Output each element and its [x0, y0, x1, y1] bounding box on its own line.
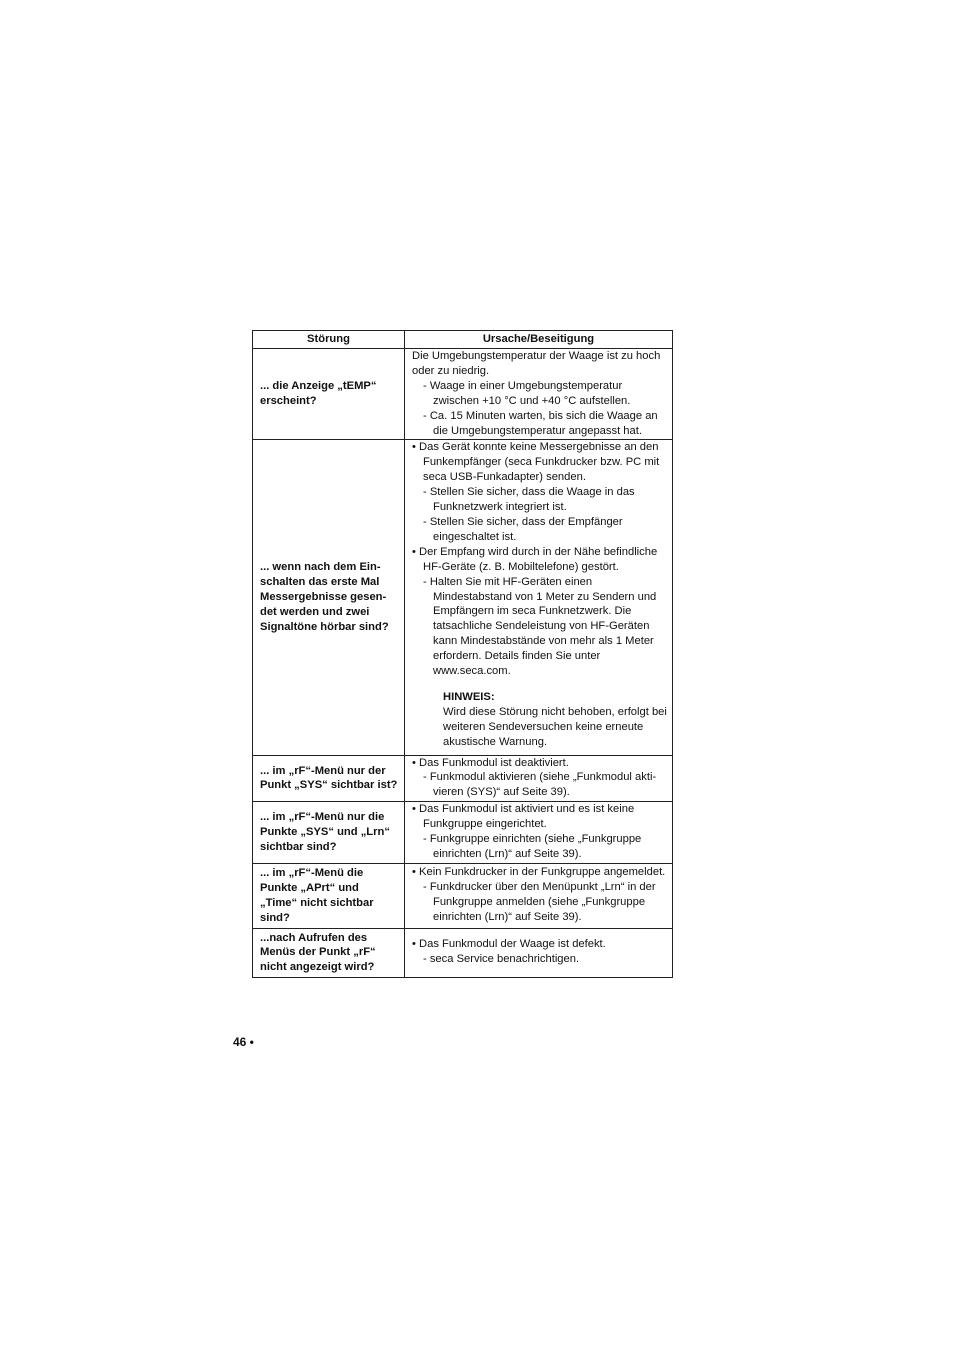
table-row: [253, 349, 673, 440]
table-header-row: [253, 331, 673, 349]
remedy-step: - Ca. 15 Minuten warten, bis sich die Waage an die Umgebungstemperatur angepasst hat.: [423, 409, 658, 437]
fault-cell: ... im „rF“-Menü nur der Punkt „SYS“ sichtbar ist?: [253, 755, 405, 802]
remedy-cell: [405, 440, 673, 755]
cause-bullet: • Das Gerät konnte keine Messergebnisse an den Funkempfänger (seca Funkdrucker bzw. PC mit seca USB-Funkadapter) senden.: [412, 441, 660, 484]
remedy-cell: [405, 349, 673, 440]
cause-text: Die Umgebungstemperatur der Waage ist zu hoch oder zu niedrig.: [412, 350, 661, 377]
remedy-step: - Stellen Sie sicher, dass der Empfänger eingeschaltet ist.: [423, 515, 623, 543]
page-number: 46 •: [233, 1035, 254, 1049]
fault-cell: ... im „rF“-Menü die Punkte „APrt“ und „Time“ nicht sichtbar sind?: [253, 863, 405, 928]
remedy-step: - Funkdrucker über den Menüpunkt „Lrn“ in der Funkgruppe anmelden (siehe „Funkgruppe einrichten (Lrn)“ auf Seite 39).: [423, 881, 656, 924]
table-row: [253, 928, 673, 978]
table-row: [253, 863, 673, 928]
fault-cell: ...nach Aufrufen des Menüs der Punkt „rF“ nicht angezeigt wird?: [253, 928, 405, 978]
note-text: Wird diese Störung nicht behoben, erfolgt bei weiteren Sendeversuchen keine erneute akustische Warnung.: [443, 705, 667, 748]
remedy-cell: [405, 863, 673, 928]
table-row: [253, 755, 673, 802]
fault-cell: ... im „rF“-Menü nur die Punkte „SYS“ und „Lrn“ sichtbar sind?: [253, 802, 405, 864]
remedy-cell: [405, 802, 673, 864]
cause-bullet: • Das Funkmodul ist aktiviert und es ist keine Funkgruppe eingerichtet.: [412, 803, 635, 831]
remedy-step: - seca Service benachrichtigen.: [423, 953, 580, 966]
cause-bullet: • Der Empfang wird durch in der Nähe befindliche HF-Geräte (z. B. Mobiltelefone) gestört.: [412, 545, 658, 573]
remedy-step: - Funkgruppe einrichten (siehe „Funkgruppe einrichten (Lrn)“ auf Seite 39).: [423, 833, 642, 860]
remedy-step: - Waage in einer Umgebungstemperatur zwischen +10 °C und +40 °C aufstellen.: [423, 379, 631, 407]
table-row: [253, 802, 673, 864]
cause-bullet: • Das Funkmodul ist deaktiviert.: [412, 756, 569, 769]
remedy-cell: [405, 928, 673, 978]
remedy-step: - Stellen Sie sicher, dass die Waage in das Funknetzwerk integriert ist.: [423, 486, 635, 514]
note-title: HINWEIS:: [443, 690, 495, 703]
remedy-cell: [405, 755, 673, 802]
column-header-ursache: Ursache/Beseitigung: [405, 331, 673, 349]
column-header-stoerung: Störung: [253, 331, 405, 349]
cause-bullet: • Kein Funkdrucker in der Funkgruppe angemeldet.: [412, 866, 666, 879]
remedy-step: - Funkmodul aktivieren (siehe „Funkmodul akti-vieren (SYS)“ auf Seite 39).: [423, 771, 657, 799]
fault-cell: ... die Anzeige „tEMP“ erscheint?: [253, 349, 405, 440]
cause-bullet: • Das Funkmodul der Waage ist defekt.: [412, 938, 606, 951]
remedy-step: - Halten Sie mit HF-Geräten einen Mindestabstand von 1 Meter zu Sendern und Empfängern im seca Funknetzwerk. Die tatsachliche Sendeleistung von HF-Geräten kann Mindestabstände von mehr als 1 Meter erfordern. Details finden Sie unter www.seca.com.: [423, 575, 657, 678]
table-row: [253, 440, 673, 755]
fault-cell: ... wenn nach dem Ein-schalten das erste Mal Messergebnisse gesen-det werden und zwei Signaltöne hörbar sind?: [253, 440, 405, 755]
troubleshooting-table: [252, 330, 673, 978]
